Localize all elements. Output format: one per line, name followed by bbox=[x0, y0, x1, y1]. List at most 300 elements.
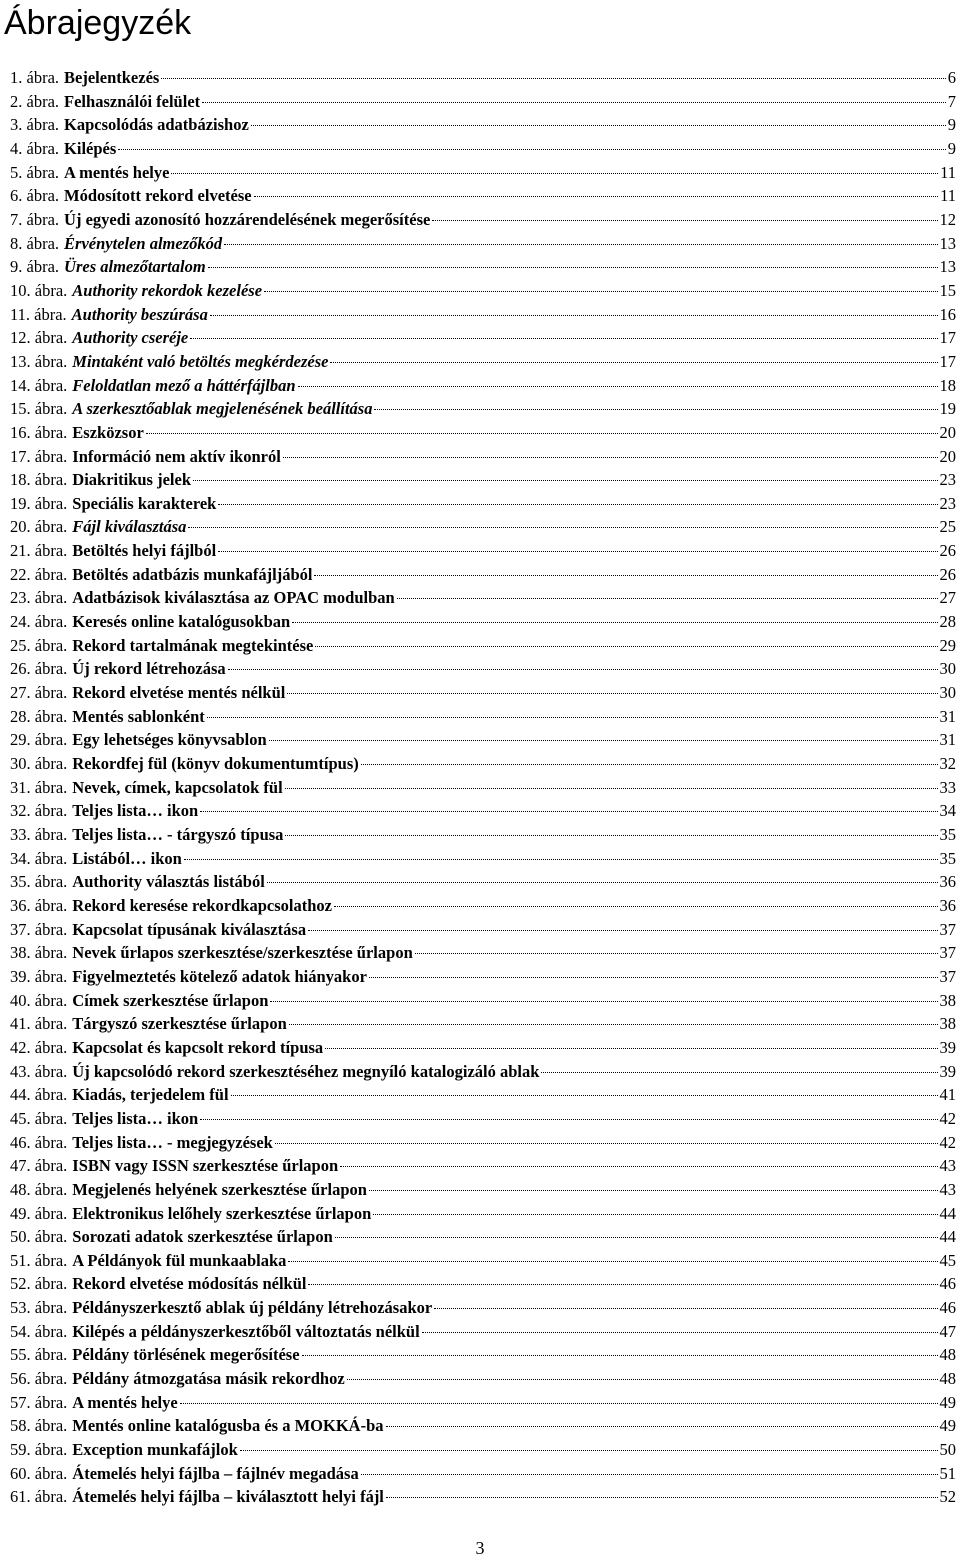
dot-leader bbox=[180, 1403, 938, 1404]
figure-title: Mentés online katalógusba és a MOKKÁ-ba bbox=[72, 1416, 384, 1436]
figure-number: 26. ábra. bbox=[10, 659, 68, 679]
figure-page-number: 37 bbox=[939, 919, 956, 939]
dot-leader bbox=[193, 480, 938, 481]
figure-list-entry[interactable] bbox=[10, 1414, 956, 1438]
figure-number: 34. ábra. bbox=[10, 848, 68, 868]
figure-title: Üres almezőtartalom bbox=[64, 257, 206, 277]
dot-leader bbox=[432, 220, 937, 221]
figure-number: 21. ábra. bbox=[10, 541, 68, 561]
figure-page-number: 46 bbox=[939, 1298, 956, 1318]
figure-number: 23. ábra. bbox=[10, 588, 68, 608]
figure-number: 1. ábra. bbox=[10, 68, 60, 87]
figure-title: Authority választás listából bbox=[72, 872, 265, 892]
figure-title: Nevek űrlapos szerkesztése/szerkesztése űrlapon bbox=[72, 943, 413, 963]
figure-number: 40. ábra. bbox=[10, 990, 68, 1010]
figure-page-number: 47 bbox=[939, 1321, 956, 1341]
dot-leader bbox=[315, 646, 937, 647]
dot-leader bbox=[207, 717, 938, 718]
figure-number: 42. ábra. bbox=[10, 1037, 68, 1057]
figure-title: Módosított rekord elvetése bbox=[64, 186, 252, 206]
figure-page-number: 37 bbox=[939, 943, 956, 963]
figure-title: Egy lehetséges könyvsablon bbox=[72, 730, 267, 750]
figure-list-entry[interactable] bbox=[10, 421, 956, 445]
figure-page-number: 44 bbox=[939, 1227, 956, 1247]
figure-page-number: 12 bbox=[939, 209, 956, 229]
figure-number: 33. ábra. bbox=[10, 825, 68, 844]
figure-number: 12. ábra. bbox=[10, 328, 68, 348]
figure-page-number: 50 bbox=[939, 1440, 956, 1460]
dot-leader bbox=[334, 906, 938, 907]
figure-page-number: 11 bbox=[940, 186, 956, 206]
dot-leader bbox=[386, 1497, 938, 1498]
figure-list-entry[interactable] bbox=[10, 1060, 956, 1084]
figure-title: Új kapcsolódó rekord szerkesztéséhez megnyíló katalogizáló ablak bbox=[72, 1061, 540, 1081]
figure-list-entry[interactable] bbox=[10, 90, 956, 114]
figure-title: Felhasználói felület bbox=[64, 91, 201, 111]
figure-title: Rekordfej fül (könyv dokumentumtípus) bbox=[72, 754, 359, 774]
dot-leader bbox=[422, 1332, 938, 1333]
figure-title: Érvénytelen almezőkód bbox=[64, 233, 223, 253]
figure-list-entry[interactable] bbox=[10, 1131, 956, 1155]
dot-leader bbox=[161, 78, 945, 79]
figure-list-entry[interactable] bbox=[10, 326, 956, 350]
figure-list-entry[interactable] bbox=[10, 255, 956, 279]
figure-number: 55. ábra. bbox=[10, 1345, 68, 1365]
figure-title: Rekord elvetése mentés nélkül bbox=[72, 683, 286, 703]
dot-leader bbox=[254, 196, 939, 197]
figure-page-number: 11 bbox=[940, 162, 956, 182]
figure-number: 58. ábra. bbox=[10, 1416, 68, 1436]
figure-page-number: 32 bbox=[939, 754, 956, 774]
figure-number: 16. ábra. bbox=[10, 422, 68, 442]
figure-list-entry[interactable] bbox=[10, 681, 956, 705]
figure-list-entry[interactable] bbox=[10, 1249, 956, 1273]
figure-list-entry[interactable] bbox=[10, 1367, 956, 1391]
figure-number: 57. ábra. bbox=[10, 1392, 68, 1412]
figure-list-entry[interactable] bbox=[10, 752, 956, 776]
figure-title: Kapcsolat és kapcsolt rekord típusa bbox=[72, 1037, 324, 1057]
figure-number: 38. ábra. bbox=[10, 943, 68, 963]
figure-title: Kiadás, terjedelem fül bbox=[72, 1085, 229, 1105]
figure-title: Elektronikus lelőhely szerkesztése űrlapon bbox=[72, 1203, 372, 1223]
dot-leader bbox=[275, 1143, 938, 1144]
figure-number: 47. ábra. bbox=[10, 1156, 68, 1176]
figure-title: Mintaként való betöltés megkérdezése bbox=[72, 351, 329, 371]
figure-page-number: 9 bbox=[947, 115, 956, 135]
figure-title: Információ nem aktív ikonról bbox=[72, 446, 281, 466]
figure-title: Teljes lista… ikon bbox=[72, 801, 199, 821]
figure-number: 53. ábra. bbox=[10, 1298, 68, 1318]
figure-page-number: 35 bbox=[939, 825, 956, 844]
figure-page-number: 30 bbox=[939, 683, 956, 703]
figure-number: 59. ábra. bbox=[10, 1440, 68, 1460]
dot-leader bbox=[415, 953, 938, 954]
figure-title: Nevek, címek, kapcsolatok fül bbox=[72, 777, 283, 797]
figure-title: Példány törlésének megerősítése bbox=[72, 1345, 300, 1365]
figure-list-entry[interactable] bbox=[10, 1178, 956, 1202]
figure-title: Authority rekordok kezelése bbox=[72, 280, 263, 300]
figure-number: 51. ábra. bbox=[10, 1250, 68, 1270]
dot-leader bbox=[208, 267, 938, 268]
figure-title: Rekord elvetése módosítás nélkül bbox=[72, 1274, 307, 1294]
figure-page-number: 51 bbox=[939, 1463, 956, 1483]
figure-title: Keresés online katalógusokban bbox=[72, 612, 291, 632]
figure-number: 30. ábra. bbox=[10, 754, 68, 774]
figure-list-entry[interactable] bbox=[10, 350, 956, 374]
dot-leader bbox=[369, 1190, 938, 1191]
figure-number: 46. ábra. bbox=[10, 1132, 68, 1152]
figure-list-entry[interactable] bbox=[10, 1225, 956, 1249]
figure-title: Rekord tartalmának megtekintése bbox=[72, 635, 314, 655]
figure-list-entry[interactable] bbox=[10, 823, 956, 847]
dot-leader bbox=[251, 125, 946, 126]
figure-title: Mentés sablonként bbox=[72, 706, 205, 726]
figure-page-number: 49 bbox=[939, 1392, 956, 1412]
figure-page-number: 20 bbox=[939, 446, 956, 466]
dot-leader bbox=[289, 1024, 938, 1025]
figure-title: Feloldatlan mező a háttérfájlban bbox=[72, 375, 296, 395]
figure-number: 24. ábra. bbox=[10, 612, 68, 632]
figure-list-entry[interactable] bbox=[10, 445, 956, 469]
figure-page-number: 41 bbox=[939, 1085, 956, 1105]
figure-number: 5. ábra. bbox=[10, 162, 60, 182]
figure-page-number: 19 bbox=[939, 399, 956, 419]
figure-list-entry[interactable] bbox=[10, 1485, 956, 1509]
figure-title: Diakritikus jelek bbox=[72, 470, 191, 490]
figure-number: 60. ábra. bbox=[10, 1463, 68, 1483]
dot-leader bbox=[228, 669, 938, 670]
dot-leader bbox=[292, 622, 937, 623]
figure-title: Kilépés bbox=[64, 138, 117, 158]
figure-title: Authority cseréje bbox=[72, 328, 189, 348]
figure-list-entry[interactable] bbox=[10, 728, 956, 752]
figure-title: Címek szerkesztése űrlapon bbox=[72, 990, 269, 1010]
figure-number: 22. ábra. bbox=[10, 564, 68, 584]
dot-leader bbox=[325, 1048, 937, 1049]
dot-leader bbox=[171, 173, 938, 174]
figure-number: 36. ábra. bbox=[10, 895, 68, 915]
figure-page-number: 37 bbox=[939, 966, 956, 986]
figure-list-entry[interactable] bbox=[10, 1391, 956, 1415]
figure-list-entry[interactable] bbox=[10, 137, 956, 161]
figure-title: Eszközsor bbox=[72, 422, 144, 442]
dot-leader bbox=[210, 315, 938, 316]
dot-leader bbox=[118, 149, 945, 150]
figure-number: 3. ábra. bbox=[10, 115, 60, 135]
figure-title: Exception munkafájlok bbox=[72, 1440, 238, 1460]
figure-page-number: 33 bbox=[939, 777, 956, 797]
dot-leader bbox=[200, 811, 937, 812]
dot-leader bbox=[347, 1379, 938, 1380]
dot-leader bbox=[218, 504, 937, 505]
figure-list-entry[interactable] bbox=[10, 208, 956, 232]
dot-leader bbox=[335, 1237, 938, 1238]
figure-title: Teljes lista… ikon bbox=[72, 1108, 199, 1128]
figure-page-number: 45 bbox=[939, 1250, 956, 1270]
figure-list-entry[interactable] bbox=[10, 941, 956, 965]
dot-leader bbox=[361, 1474, 938, 1475]
figure-number: 14. ábra. bbox=[10, 375, 68, 395]
figure-list-entry[interactable] bbox=[10, 397, 956, 421]
dot-leader bbox=[434, 1308, 937, 1309]
figure-number: 29. ábra. bbox=[10, 730, 68, 750]
figure-number: 39. ábra. bbox=[10, 966, 68, 986]
figure-title: Új egyedi azonosító hozzárendelésének megerősítése bbox=[64, 209, 431, 229]
figure-page-number: 43 bbox=[939, 1179, 956, 1199]
figure-page-number: 27 bbox=[939, 588, 956, 608]
figure-list-entry[interactable] bbox=[10, 634, 956, 658]
figure-page-number: 48 bbox=[939, 1345, 956, 1365]
figure-number: 19. ábra. bbox=[10, 493, 68, 513]
figure-page-number: 9 bbox=[947, 138, 956, 158]
figure-number: 44. ábra. bbox=[10, 1085, 68, 1105]
figure-page-number: 44 bbox=[939, 1203, 956, 1223]
figure-number: 32. ábra. bbox=[10, 801, 68, 821]
figure-title: Bejelentkezés bbox=[64, 68, 160, 87]
figure-title: Kapcsolódás adatbázishoz bbox=[64, 115, 249, 135]
figure-number: 48. ábra. bbox=[10, 1179, 68, 1199]
figure-list-entry[interactable] bbox=[10, 705, 956, 729]
figure-number: 18. ábra. bbox=[10, 470, 68, 490]
figure-number: 4. ábra. bbox=[10, 138, 60, 158]
figure-list-entry[interactable] bbox=[10, 1296, 956, 1320]
figure-list-entry[interactable] bbox=[10, 468, 956, 492]
figure-page-number: 36 bbox=[939, 895, 956, 915]
figure-list-entry[interactable] bbox=[10, 161, 956, 185]
figure-number: 49. ábra. bbox=[10, 1203, 68, 1223]
dot-leader bbox=[340, 1166, 937, 1167]
figure-page-number: 17 bbox=[939, 351, 956, 371]
dot-leader bbox=[184, 859, 938, 860]
figure-page-number: 6 bbox=[947, 68, 956, 87]
figure-list-entry[interactable] bbox=[10, 1462, 956, 1486]
figure-list-entry[interactable] bbox=[10, 184, 956, 208]
figure-title: Sorozati adatok szerkesztése űrlapon bbox=[72, 1227, 333, 1247]
figure-number: 52. ábra. bbox=[10, 1274, 68, 1294]
figure-page-number: 16 bbox=[939, 304, 956, 324]
figure-page-number: 42 bbox=[939, 1132, 956, 1152]
figure-number: 7. ábra. bbox=[10, 209, 60, 229]
figure-title: Példányszerkesztő ablak új példány létrehozásakor bbox=[72, 1298, 433, 1318]
figure-number: 54. ábra. bbox=[10, 1321, 68, 1341]
figure-title: Authority beszúrása bbox=[71, 304, 208, 324]
figure-page-number: 17 bbox=[939, 328, 956, 348]
dot-leader bbox=[288, 1261, 937, 1262]
figure-number: 45. ábra. bbox=[10, 1108, 68, 1128]
figure-list-entry[interactable] bbox=[10, 1343, 956, 1367]
figure-page-number: 34 bbox=[939, 801, 956, 821]
figure-title: Példány átmozgatása másik rekordhoz bbox=[72, 1369, 345, 1389]
dot-leader bbox=[231, 1095, 938, 1096]
figure-number: 11. ábra. bbox=[10, 304, 67, 324]
dot-leader bbox=[264, 291, 937, 292]
dot-leader bbox=[314, 575, 937, 576]
dot-leader bbox=[188, 527, 937, 528]
figure-list-entry[interactable] bbox=[10, 1202, 956, 1226]
figure-number: 20. ábra. bbox=[10, 517, 68, 537]
figure-list-entry[interactable] bbox=[10, 66, 956, 90]
figure-number: 13. ábra. bbox=[10, 351, 68, 371]
figure-title: Listából… ikon bbox=[72, 848, 182, 868]
figure-title: Teljes lista… - megjegyzések bbox=[72, 1132, 273, 1152]
figure-number: 31. ábra. bbox=[10, 777, 68, 797]
figure-number: 50. ábra. bbox=[10, 1227, 68, 1247]
figure-list-entry[interactable] bbox=[10, 1154, 956, 1178]
dot-leader bbox=[283, 457, 938, 458]
dot-leader bbox=[373, 1214, 937, 1215]
figure-page-number: 46 bbox=[939, 1274, 956, 1294]
figure-page-number: 13 bbox=[939, 233, 956, 253]
figure-title: Adatbázisok kiválasztása az OPAC modulban bbox=[72, 588, 395, 608]
figure-page-number: 39 bbox=[939, 1061, 956, 1081]
figure-page-number: 18 bbox=[939, 375, 956, 395]
figure-list-entry[interactable] bbox=[10, 492, 956, 516]
figure-page-number: 35 bbox=[939, 848, 956, 868]
figure-number: 35. ábra. bbox=[10, 872, 68, 892]
figure-page-number: 13 bbox=[939, 257, 956, 277]
figure-list-entry[interactable] bbox=[10, 1036, 956, 1060]
dot-leader bbox=[386, 1426, 938, 1427]
dot-leader bbox=[202, 102, 946, 103]
figure-title: A mentés helye bbox=[72, 1392, 178, 1412]
figure-list-entry[interactable] bbox=[10, 870, 956, 894]
figure-list-entry[interactable] bbox=[10, 515, 956, 539]
page-number: 3 bbox=[475, 1538, 485, 1558]
figure-number: 15. ábra. bbox=[10, 399, 68, 419]
dot-leader bbox=[308, 930, 937, 931]
figure-list-entry[interactable] bbox=[10, 894, 956, 918]
figure-page-number: 26 bbox=[939, 541, 956, 561]
figure-number: 41. ábra. bbox=[10, 1014, 68, 1034]
figure-list-entry[interactable] bbox=[10, 847, 956, 871]
figure-page-number: 25 bbox=[939, 517, 956, 537]
dot-leader bbox=[267, 882, 938, 883]
figure-number: 25. ábra. bbox=[10, 635, 68, 655]
figure-list-entry[interactable] bbox=[10, 303, 956, 327]
figure-list-entry[interactable] bbox=[10, 1107, 956, 1131]
figure-list-entry[interactable] bbox=[10, 232, 956, 256]
figure-list-entry[interactable] bbox=[10, 799, 956, 823]
figure-title: Tárgyszó szerkesztése űrlapon bbox=[72, 1014, 287, 1034]
figure-page-number: 30 bbox=[939, 659, 956, 679]
dot-leader bbox=[240, 1450, 938, 1451]
figure-page-number: 20 bbox=[939, 422, 956, 442]
dot-leader bbox=[330, 362, 937, 363]
figure-number: 28. ábra. bbox=[10, 706, 68, 726]
figure-number: 17. ábra. bbox=[10, 446, 68, 466]
figure-list-entry[interactable] bbox=[10, 586, 956, 610]
dot-leader bbox=[146, 433, 938, 434]
figure-number: 37. ábra. bbox=[10, 919, 68, 939]
dot-leader bbox=[541, 1072, 937, 1073]
figure-title: Speciális karakterek bbox=[72, 493, 217, 513]
figure-title: Új rekord létrehozása bbox=[72, 659, 226, 679]
figure-list-entry[interactable] bbox=[10, 1272, 956, 1296]
figure-list-entry[interactable] bbox=[10, 374, 956, 398]
figure-page-number: 7 bbox=[947, 91, 956, 111]
figure-page-number: 38 bbox=[939, 1014, 956, 1034]
figure-list-entry[interactable] bbox=[10, 965, 956, 989]
figure-list-entry[interactable] bbox=[10, 989, 956, 1013]
figure-list-entry[interactable] bbox=[10, 279, 956, 303]
figure-list-entry[interactable] bbox=[10, 1083, 956, 1107]
dot-leader bbox=[270, 1001, 937, 1002]
figure-page-number: 52 bbox=[939, 1487, 956, 1507]
figure-title: Figyelmeztetés kötelező adatok hiányakor bbox=[72, 966, 367, 986]
figure-list-entry[interactable] bbox=[10, 1320, 956, 1344]
figure-list-entry[interactable] bbox=[10, 610, 956, 634]
page-title: Ábrajegyzék bbox=[4, 4, 192, 42]
figure-title: Átemelés helyi fájlba – kiválasztott helyi fájl bbox=[72, 1487, 384, 1507]
figure-page-number: 39 bbox=[939, 1037, 956, 1057]
figure-list bbox=[10, 66, 956, 1509]
dot-leader bbox=[397, 598, 938, 599]
dot-leader bbox=[374, 409, 937, 410]
figure-page-number: 29 bbox=[939, 635, 956, 655]
figure-number: 61. ábra. bbox=[10, 1487, 68, 1507]
figure-list-entry[interactable] bbox=[10, 918, 956, 942]
figure-number: 27. ábra. bbox=[10, 683, 68, 703]
figure-title: Átemelés helyi fájlba – fájlnév megadása bbox=[72, 1463, 359, 1483]
figure-title: A Példányok fül munkaablaka bbox=[72, 1250, 287, 1270]
figure-number: 56. ábra. bbox=[10, 1369, 68, 1389]
dot-leader bbox=[200, 1119, 937, 1120]
dot-leader bbox=[190, 338, 937, 339]
figure-page-number: 38 bbox=[939, 990, 956, 1010]
figure-list-entry[interactable] bbox=[10, 657, 956, 681]
figure-page-number: 49 bbox=[939, 1416, 956, 1436]
figure-number: 9. ábra. bbox=[10, 257, 60, 277]
figure-number: 10. ábra. bbox=[10, 280, 68, 300]
figure-page-number: 26 bbox=[939, 564, 956, 584]
figure-page-number: 36 bbox=[939, 872, 956, 892]
figure-title: Kapcsolat típusának kiválasztása bbox=[72, 919, 307, 939]
figure-number: 6. ábra. bbox=[10, 186, 60, 206]
dot-leader bbox=[298, 386, 938, 387]
figure-title: Megjelenés helyének szerkesztése űrlapon bbox=[72, 1179, 367, 1199]
figure-number: 43. ábra. bbox=[10, 1061, 68, 1081]
figure-list-entry[interactable] bbox=[10, 563, 956, 587]
dot-leader bbox=[308, 1284, 937, 1285]
figure-title: ISBN vagy ISSN szerkesztése űrlapon bbox=[72, 1156, 339, 1176]
dot-leader bbox=[269, 740, 938, 741]
figure-page-number: 31 bbox=[939, 706, 956, 726]
figure-number: 8. ábra. bbox=[10, 233, 60, 253]
figure-title: A mentés helye bbox=[64, 162, 170, 182]
figure-page-number: 42 bbox=[939, 1108, 956, 1128]
figure-page-number: 23 bbox=[939, 470, 956, 490]
figure-page-number: 28 bbox=[939, 612, 956, 632]
dot-leader bbox=[218, 551, 937, 552]
figure-title: A szerkesztőablak megjelenésének beállítása bbox=[72, 399, 373, 419]
figure-title: Rekord keresése rekordkapcsolathoz bbox=[72, 895, 332, 915]
figure-title: Kilépés a példányszerkesztőből változtatás nélkül bbox=[72, 1321, 420, 1341]
figure-list-entry[interactable] bbox=[10, 1012, 956, 1036]
dot-leader bbox=[361, 764, 938, 765]
figure-list-entry[interactable] bbox=[10, 113, 956, 137]
dot-leader bbox=[287, 693, 937, 694]
figure-title: Fájl kiválasztása bbox=[72, 517, 187, 537]
figure-list-entry[interactable] bbox=[10, 776, 956, 800]
figure-list-entry[interactable] bbox=[10, 1438, 956, 1462]
dot-leader bbox=[285, 788, 938, 789]
dot-leader bbox=[285, 835, 937, 836]
figure-title: Teljes lista… - tárgyszó típusa bbox=[72, 825, 284, 844]
figure-title: Betöltés adatbázis munkafájljából bbox=[72, 564, 313, 584]
figure-page-number: 15 bbox=[939, 280, 956, 300]
figure-page-number: 43 bbox=[939, 1156, 956, 1176]
figure-list-entry[interactable] bbox=[10, 539, 956, 563]
